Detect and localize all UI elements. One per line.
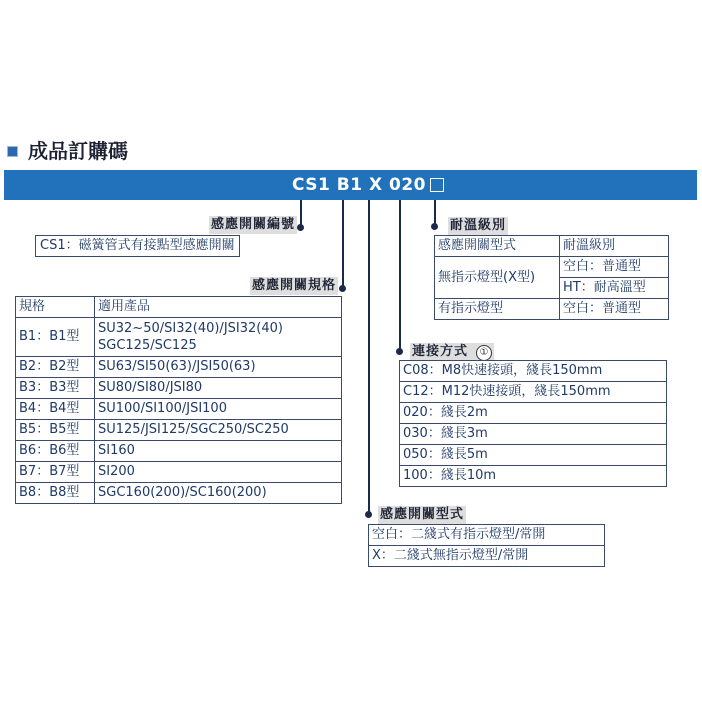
connection-cell: 020：綫長2m xyxy=(400,403,667,424)
switch-type-table xyxy=(368,524,605,567)
connection-cell: 050：綫長5m xyxy=(400,445,667,466)
table-row xyxy=(16,399,342,420)
sensor-no-cell: CS1：磁簧管式有接點型感應開關 xyxy=(36,236,240,257)
spec-product-line: SGC125/SC125 xyxy=(98,338,197,353)
spec-product-cell: SI200 xyxy=(95,462,342,483)
spec-product-cell: SU63/SI50(63)/JSI50(63) xyxy=(95,357,342,378)
table-row xyxy=(435,299,669,320)
table-row xyxy=(400,445,667,466)
spec-code-cell: B2：B2型 xyxy=(16,357,95,378)
switch-type-label: 感應開關型式 xyxy=(380,507,465,522)
sensor-no-label: 感應開關編號 xyxy=(210,217,295,232)
connector-dot-sensor-spec xyxy=(339,285,346,292)
connector-line-connection xyxy=(399,200,401,352)
temp-type-cell: 有指示燈型 xyxy=(435,299,560,320)
spec-product-cell: SU80/SI80/JSI80 xyxy=(95,378,342,399)
page-title: 成品訂購碼 xyxy=(28,139,128,163)
connector-dot-switch-type xyxy=(365,511,372,518)
title-square-icon xyxy=(7,146,18,157)
table-row xyxy=(16,318,342,357)
table-row xyxy=(369,525,605,546)
connector-dot-connection xyxy=(396,348,403,355)
connection-table xyxy=(399,360,667,487)
table-row xyxy=(16,357,342,378)
table-row xyxy=(16,441,342,462)
switch-type-cell: 空白：二綫式有指示燈型/常開 xyxy=(369,525,605,546)
note-marker: ① xyxy=(476,345,492,361)
spec-code-cell: B3：B3型 xyxy=(16,378,95,399)
spec-product-line: SU32~50/SI32(40)/JSI32(40) xyxy=(98,321,283,336)
connection-label xyxy=(410,343,494,361)
connection-cell: 100：綫長10m xyxy=(400,466,667,487)
connection-cell: C12：M12快速接頭，綫長150mm xyxy=(400,382,667,403)
spec-product-cell: SGC160(200)/SC160(200) xyxy=(95,483,342,504)
connection-label-text: 連接方式 xyxy=(412,344,469,359)
connector-dot-temp xyxy=(431,223,438,230)
table-header-row xyxy=(16,297,342,318)
spec-product-cell: SU100/SI100/JSI100 xyxy=(95,399,342,420)
table-row xyxy=(400,382,667,403)
table-row xyxy=(16,483,342,504)
option-box-icon xyxy=(430,178,444,192)
table-row xyxy=(36,236,240,257)
sensor-spec-table xyxy=(15,296,342,504)
table-row xyxy=(400,361,667,382)
table-row xyxy=(16,462,342,483)
connection-cell: C08：M8快速接頭，綫長150mm xyxy=(400,361,667,382)
spec-code-cell: B5：B5型 xyxy=(16,420,95,441)
table-header-row xyxy=(435,236,669,257)
order-code-text: CS1 B1 X 020 xyxy=(292,175,426,195)
spec-code-cell: B7：B7型 xyxy=(16,462,95,483)
temp-type-cell: 無指示燈型(X型) xyxy=(435,257,560,299)
temp-level-cell: 空白：普通型 xyxy=(560,257,669,278)
sensor-spec-label: 感應開關規格 xyxy=(251,278,336,293)
header-cell: 感應開關型式 xyxy=(435,236,560,257)
order-code xyxy=(292,170,444,200)
connection-cell: 030：綫長3m xyxy=(400,424,667,445)
spec-code-cell: B4：B4型 xyxy=(16,399,95,420)
connector-dot-sensor-no xyxy=(297,224,304,231)
spec-code-cell: B8：B8型 xyxy=(16,483,95,504)
temp-rating-table xyxy=(434,235,669,320)
switch-type-cell: X：二綫式無指示燈型/常開 xyxy=(369,546,605,567)
table-row xyxy=(400,403,667,424)
header-cell: 規格 xyxy=(16,297,95,318)
spec-product-cell xyxy=(95,318,342,357)
table-row xyxy=(435,257,669,278)
spec-product-cell: SI160 xyxy=(95,441,342,462)
spec-code-cell: B6：B6型 xyxy=(16,441,95,462)
connector-line-switch-type xyxy=(368,200,370,514)
table-row xyxy=(16,378,342,399)
table-row xyxy=(400,466,667,487)
sensor-no-table xyxy=(35,235,240,257)
temp-level-cell: HT：耐高溫型 xyxy=(560,278,669,299)
connector-line-sensor-spec xyxy=(342,200,344,290)
table-row xyxy=(369,546,605,567)
table-row xyxy=(16,420,342,441)
header-cell: 適用產品 xyxy=(95,297,342,318)
temp-level-cell: 空白：普通型 xyxy=(560,299,669,320)
spec-code-cell: B1：B1型 xyxy=(16,318,95,357)
table-row xyxy=(400,424,667,445)
header-cell: 耐溫級別 xyxy=(560,236,669,257)
temp-rating-label: 耐溫級別 xyxy=(450,218,507,233)
spec-product-cell: SU125/JSI125/SGC250/SC250 xyxy=(95,420,342,441)
